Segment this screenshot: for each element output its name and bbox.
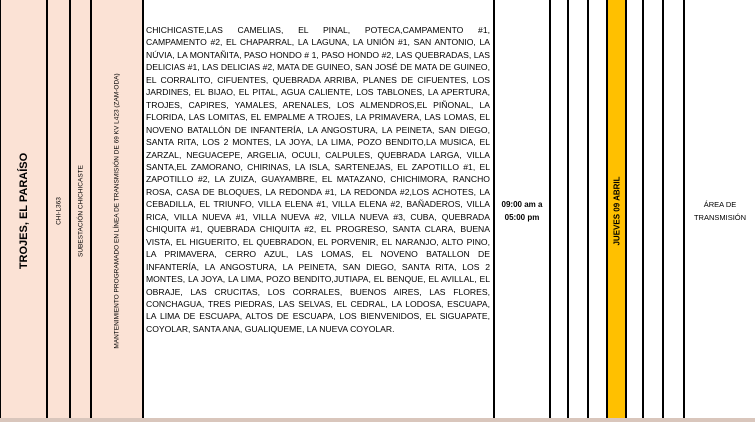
time-cell [493,0,549,422]
circuit-label: CHI-L363 [55,197,62,225]
time-end: 05:00 pm [504,213,540,222]
responsible-line1: ÁREA DE [703,200,737,209]
work-cell [90,0,142,422]
substation-cell [69,0,90,422]
empty-cell [642,0,662,422]
time-start: 09:00 am a [501,200,543,209]
work-description: MANTENIMIENTO PROGRAMADO EN LÍNEA DE TRANSMISIÓN DE 69 KV L423 (ZAM-ODA) [113,73,121,349]
empty-cell [567,0,587,422]
date-label: JUEVES 09 ABRIL [612,176,621,246]
empty-cell [625,0,642,422]
empty-cell [662,0,683,422]
table-bottom-border [0,418,755,422]
substation-label: SUBESTACIÓN CHICHICASTE [77,165,84,257]
region-cell [0,0,46,422]
responsible-cell [683,0,755,422]
responsible-line2: TRANSMISIÓN [693,213,747,222]
circuit-cell [46,0,69,422]
empty-cell [549,0,567,422]
affected-areas-text: CHICHICASTE,LAS CAMELIAS, EL PINAL, POTECA,CAMPAMENTO #1, CAMPAMENTO #2, EL CHAPARRAL, LA LAGUNA, LA UNIÓN #1, SAN ANTONIO, LA NÚVIA, LA MONTAÑITA, PASO HONDO # 1, PASO HONDO #2, LAS QUEBRADAS, LAS DELICIAS #1, LAS DELICIAS #2, MATA DE GUINEO, SAN JOSÉ DE MATA DE GUINEO, EL CORRALITO, CIFUENTES, QUEBRADA ARRIBA, PLANES DE CIFUENTES, LOS JARDINES, EL BIJAO, EL PITAL, AGUA CALIENTE, LOS TABLONES, LA APERTURA, TROJES, CAPIRES, YAMALES, ARENALES, LOS ALMENDROS,EL PIÑONAL, LA FLORIDA, LAS LOMITAS, EL EMPALME A TROJES, LA PRIMAVERA, LAS LOMAS, EL NOVENO BATALLÓN DE INFANTERÍA, LA ANGOSTURA, LA PEINETA, SAN DIEGO, SANTA RITA, LOS 2 MONTES, LA JOYA, LA LIMA, POZO BENDITO,LA MUSICA, EL ZARZAL, NEGUACEPE, ARGELIA, OCULI, CALPULES, QUEBRADA LARGA, VILLA SANTA,EL ZAMORANO, CHIRINAS, LA ISLA, SARTENEJAS, EL ZAPOTILLO #1, EL ZAPOTILLO #2, LA ZUIZA, GUAYAMBRE, EL MATAZANO, CHICHIMORA, RANCHO ROSA, CASA DE BLOQUES, LA REDONDA #1, LA REDONDA #2,LOS ACHOTES, LA CEBADILLA, EL TRIUNFO, VILLA ELENA #1, VILLA ELENA #2, BAÑADEROS, VILLA RICA, VILLA NUEVA #1, VILLA NUEVA #2, VILLA NUEVA #3, CUBA, QUEBRADA CHIQUITA #1, QUEBRADA CHIQUITA #2, EL PROGRESO, SANTA CLARA, BUENA VISTA, EL HIGUERITO, EL QUEBRADON, EL PORVENIR, EL NARANJO, ALTO PINO, LA PRIMAVERA, CERRO AZUL, LAS LOMAS, EL NOVENO BATALLON DE INFANTERÍA, LA ANGOSTURA, LA PEINETA, SAN DIEGO, SANTA RITA, LOS 2 MONTES, LA JOYA, LA LIMA, POZO BENDITO,JUTIAPA, EL BENQUE, EL AVILLAL, EL OBRAJE, LAS CRUCITAS, LOS CORRALES, BUENOS AIRES, LAS FLORES, CONCHAGUA, TRES PIEDRAS, LAS SELVAS, EL CEDRAL, LA LODOSA, ESCUAPA, LA LIMA DE ESCUAPA, ALTOS DE ESCUAPA, LOS BIENVENIDOS, EL SIGUAPATE, COYOLAR, SANTA ANA, GUALIQUEME, LA NUEVA COYOLAR. [146,25,490,334]
region-label: TROJES, EL PARAÍSO [17,152,30,270]
date-cell [606,0,625,422]
empty-cell [587,0,606,422]
